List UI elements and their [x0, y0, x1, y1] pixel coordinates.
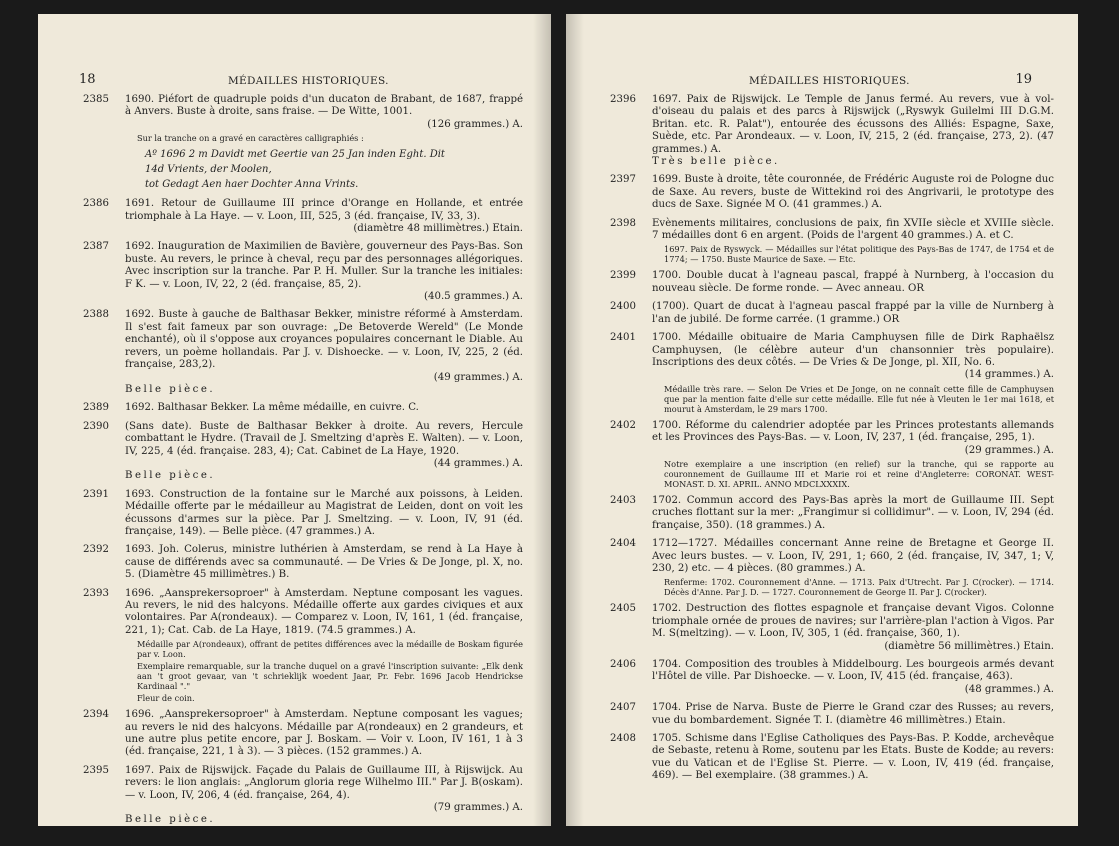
catalog-entry: [610, 733, 1054, 783]
entry-weight: (40.5 grammes.) A.: [424, 291, 523, 303]
entry-weight: (diamètre 48 millimètres.) Etain.: [353, 223, 523, 235]
entry-text: 1692. Balthasar Bekker. La même médaille, en cuivre. C.: [125, 402, 419, 414]
page-number: 18: [79, 72, 96, 87]
entry-text: 1692. Buste à gauche de Balthasar Bekker, ministre réformé à Amsterdam. Il s'est fait fameux par son ouvrage: „De Betoverde Wereld" (Le Monde enchanté), où il s'oppose aux croyances populaires concernant le Diable. Au revers, un poème hollandais. Par J. v. Dishoecke. — v. Loon, IV, 225, 2 (éd. française, 283,2).: [125, 309, 523, 371]
lot-number: 2403: [610, 494, 636, 506]
entry-weight: (44 grammes.) A.: [433, 457, 523, 469]
catalog-entry: [83, 489, 523, 539]
right-page: [566, 14, 1078, 826]
catalog-entry: [610, 332, 1054, 414]
entry-weight: (diamètre 56 millimètres.) Etain.: [884, 640, 1054, 652]
running-header: MÉDAILLES HISTORIQUES.: [228, 75, 389, 87]
lot-number: 2401: [610, 332, 636, 344]
entry-note: Renferme: 1702. Couronnement d'Anne. — 1713. Paix d'Utrecht. Par J. C(rocker). — 1714. Décès d'Anne. Par J. D. — 1727. Couronnement de George II. Par J. C(rocker).: [664, 577, 1054, 598]
catalog-entries: [83, 94, 523, 826]
catalog-entry: [83, 765, 523, 826]
entry-text: 1696. „Aansprekersoproer" à Amsterdam. Neptune composant les vagues. Au revers, le nid des halcyons. Médaille offerte aux gardes civiques et aux volontaires. Par A(rondeaux). — Comparez v. Loon, IV, 161, 1 (éd. française, 221, 1); Cat. Cab. de La Haye, 1819. (74.5 grammes.) A.: [125, 587, 523, 636]
lot-number: 2405: [610, 603, 636, 615]
entry-weight: (14 grammes.) A.: [964, 369, 1054, 381]
catalog-entry: [610, 659, 1054, 696]
catalog-entry: [83, 588, 523, 704]
entry-note: Notre exemplaire a une inscription (en relief) sur la tranche, qui se rapporte au couronnement de Guillaume III et Marie roi et reine d'Angleterre: CORONAT. WEST-MONAST. D. XI. APRIL. ANNO MDCLXXXIX.: [664, 458, 1054, 489]
catalog-entry: [83, 198, 523, 235]
inscription-line: 14d Vrients, der Moolen,: [145, 164, 272, 176]
entry-weight: (79 grammes.) A.: [433, 802, 523, 814]
entry-text: 1699. Buste à droite, tête couronnée, de Frédéric Auguste roi de Pologne duc de Saxe. Au revers, buste de Wittekind roi des Angrivarii, le prototype des ducs de Saxe. Signée M O. (41 grammes.) A.: [652, 174, 1054, 211]
lot-number: 2406: [610, 659, 636, 670]
catalog-entries: [610, 94, 1054, 789]
entry-remark: Très belle pièce.: [652, 156, 780, 168]
entry-note: Fleur de coin.: [137, 693, 195, 704]
entry-text: 1690. Piéfort de quadruple poids d'un ducaton de Brabant, de 1687, frappé à Anvers. Buste à droite, sans fraise. — De Witte, 1001.: [125, 94, 523, 118]
gutter-shadow: [566, 14, 584, 826]
lot-number: 2399: [610, 270, 636, 282]
catalog-entry: [610, 94, 1054, 168]
catalog-entry: [83, 94, 523, 192]
catalog-entry: [83, 709, 523, 759]
catalog-entry: [83, 421, 523, 483]
entry-text: Evènements militaires, conclusions de paix, fin XVIIe siècle et XVIIIe siècle. 7 médailles dont 6 en argent. (Poids de l'argent 40 grammes.) A. et C.: [652, 217, 1054, 242]
entry-weight: (126 grammes.) A.: [427, 118, 523, 130]
entry-text: 1712—1727. Médailles concernant Anne reine de Bretagne et George II. Avec leurs bustes. — v. Loon, IV, 291, 1; 660, 2 (éd. française, IV, 347, 1; V, 230, 2) etc. — 4 pièces. (80 grammes.) A.: [652, 538, 1054, 574]
catalog-entry: [610, 603, 1054, 653]
lot-number: 2393: [83, 587, 109, 599]
catalog-entry: [83, 309, 523, 396]
catalog-entry: [610, 174, 1054, 211]
lot-number: 2385: [83, 94, 109, 105]
catalog-entry: [610, 301, 1054, 326]
lot-number: 2402: [610, 419, 636, 431]
catalog-entry: [610, 420, 1054, 489]
entry-note: Médaille très rare. — Selon De Vries et De Jonge, on ne connaît cette fille de Camphuysen que par la mention faite d'elle sur cette médaille. Elle fut née à Vleuten le 1er mai 1618, et mourut à Amsterdam, le 29 mars 1700.: [664, 383, 1054, 414]
entry-text: (Sans date). Buste de Balthasar Bekker à droite. Au revers, Hercule combattant le Hydre. (Travail de J. Smeltzing d'après E. Walten). — v. Loon, IV, 225, 4 (éd. française. 283, 4); Cat. Cabinet de La Haye, 1920.: [125, 420, 523, 457]
entry-weight: (49 grammes.) A.: [433, 371, 523, 383]
entry-text: 1697. Paix de Rijswijck. Façade du Palais de Guillaume III, à Rijswijck. Au revers: le lion anglais: „Anglorum gloria rege Wilhelmo III." Par J. B(oskam). — v. Loon, IV, 206, 4 (éd. française, 264, 4).: [125, 764, 523, 801]
left-page: [38, 14, 551, 826]
page-number: 19: [1015, 72, 1032, 87]
entry-note: Médaille par A(rondeaux), offrant de petites différences avec la médaille de Boskam figurée par v. Loon.: [137, 639, 523, 660]
entry-text: 1692. Inauguration de Maximilien de Bavière, gouverneur des Pays-Bas. Son buste. Au revers, le prince à cheval, reçu par des personnages allégoriques. Avec inscription sur la tranche. Par P. H. Muller. Sur la tranche les initiales: F K. — v. Loon, IV, 22, 2 (éd. française, 85, 2).: [125, 241, 523, 290]
lot-number: 2408: [610, 733, 636, 745]
lot-number: 2391: [83, 488, 109, 500]
entry-weight: (29 grammes.) A.: [964, 444, 1054, 456]
entry-text: 1700. Réforme du calendrier adoptée par les Princes protestants allemands et les Provinces des Pays-Bas. — v. Loon, IV, 237, 1 (éd. française, 295, 1).: [652, 419, 1054, 444]
lot-number: 2398: [610, 217, 636, 229]
lot-number: 2387: [83, 241, 109, 253]
catalog-entry: [83, 402, 523, 414]
lot-number: 2386: [83, 198, 109, 210]
entry-text: 1691. Retour de Guillaume III prince d'Orange en Hollande, et entrée triomphale à La Haye. — v. Loon, III, 525, 3 (éd. française, IV, 33, 3).: [125, 198, 523, 222]
entry-text: 1700. Médaille obituaire de Maria Camphuysen fille de Dirk Raphaëlsz Camphuysen, (le célèbre auteur d'un chansonnier très populaire). Inscriptions des deux côtés. — De Vries & De Jonge, pl. XII, No. 6.: [652, 332, 1054, 368]
catalog-entry: [610, 702, 1054, 727]
lot-number: 2397: [610, 174, 636, 186]
inscription-line: Aº 1696 2 m Davidt met Geertie van 25 Jan inden Eght. Dit: [145, 149, 445, 161]
entry-remark: Belle pièce.: [125, 383, 216, 395]
entry-text: 1693. Construction de la fontaine sur le Marché aux poissons, à Leiden. Médaille offerte par le médailleur au Magistrat de Leiden, dont on voit les écussons d'armes sur la pièce. Par J. Smeltzing. — v. Loon, IV, 91 (éd. française, 149). — Belle pièce. (47 grammes.) A.: [125, 488, 523, 537]
catalog-entry: [83, 241, 523, 303]
entry-note: 1697. Paix de Ryswyck. — Médailles sur l'état politique des Pays-Bas de 1747, de 1754 et de 1774; — 1750. Buste Maurice de Saxe. — Etc.: [664, 244, 1054, 265]
lot-number: 2400: [610, 301, 636, 313]
calligraphic-inscription: [145, 147, 523, 192]
catalog-entry: [610, 495, 1054, 532]
entry-remark: Belle pièce.: [125, 814, 216, 826]
running-header: MÉDAILLES HISTORIQUES.: [749, 75, 910, 87]
entry-note: Sur la tranche on a gravé en caractères calligraphiés :: [137, 133, 364, 144]
catalog-entry: [610, 538, 1054, 597]
lot-number: 2396: [610, 94, 636, 105]
lot-number: 2389: [83, 402, 109, 414]
entry-remark: Belle pièce.: [125, 470, 216, 482]
entry-text: 1702. Destruction des flottes espagnole et française devant Vigos. Colonne triomphale ornée de proues de navires; sur l'arrière-plan l'action à Vigos. Par M. S(meltzing). — v. Loon, IV, 305, 1 (éd. française, 360, 1).: [652, 603, 1054, 640]
entry-note: Exemplaire remarquable, sur la tranche duquel on a gravé l'inscription suivante: „Elk denk aan 't groot gevaar, van 't schrieklijk woedent Jaar, Pr. Febr. 1696 Jacob Hendrickse Kardinaal ".": [137, 661, 523, 692]
entry-text: (1700). Quart de ducat à l'agneau pascal frappé par la ville de Nurnberg à l'an de jubilé. De forme carrée. (1 gramme.) OR: [652, 301, 1054, 325]
lot-number: 2395: [83, 764, 109, 776]
catalog-entry: [83, 544, 523, 581]
inscription-line: tot Gedagt Aen haer Dochter Anna Vrints.: [145, 179, 359, 191]
entry-text: 1700. Double ducat à l'agneau pascal, frappé à Nurnberg, à l'occasion du nouveau siècle. De forme ronde. — Avec anneau. OR: [652, 270, 1054, 294]
catalog-entry: [610, 270, 1054, 295]
entry-text: 1693. Joh. Colerus, ministre luthérien à Amsterdam, se rend à La Haye à cause de différends avec sa communauté. — De Vries & De Jonge, pl. X, no. 5. (Diamètre 45 millimètres.) B.: [125, 544, 523, 581]
lot-number: 2392: [83, 544, 109, 556]
lot-number: 2394: [83, 709, 109, 721]
catalog-entry: [610, 218, 1054, 265]
entry-text: 1696. „Aansprekersoproer" à Amsterdam. Neptune composant les vagues; au revers le nid des halcyons. Médaille par A(rondeaux) en 2 grandeurs, et une autre plus petite encore, par J. Boskam. — Voir v. Loon, IV 161, 1 à 3 (éd. française, 221, 1 à 3). — 3 pièces. (152 grammes.) A.: [125, 709, 523, 758]
entry-text: 1704. Prise de Narva. Buste de Pierre le Grand czar des Russes; au revers, vue du bombardement. Signée T. I. (diamètre 46 millimètres.) Etain.: [652, 702, 1054, 726]
entry-text: 1705. Schisme dans l'Eglise Catholiques des Pays-Bas. P. Kodde, archevêque de Sebaste, retenu à Rome, soutenu par les Etats. Buste de Kodde; au revers: vue du Vatican et de l'Eglise St. Pierre. — v. Loon, IV, 419 (éd. française, 469). — Bel exemplaire. (38 grammes.) A.: [652, 733, 1054, 782]
gutter-shadow: [533, 14, 551, 826]
lot-number: 2390: [83, 420, 109, 432]
entry-weight: (48 grammes.) A.: [964, 683, 1054, 695]
lot-number: 2404: [610, 538, 636, 550]
lot-number: 2388: [83, 309, 109, 321]
entry-text: 1697. Paix de Rijswijck. Le Temple de Janus fermé. Au revers, vue à vol-d'oiseau du palais et des parcs à Rijswijck („Ryswyk Guilelmi III D.G.M. Britan. etc. R. Palat"), entourée des écussons des Alliés: Espagne, Saxe, Suède, etc. Par Arondeaux. — v. Loon, IV, 215, 2 (éd. française, 273, 2). (47 grammes.) A.: [652, 94, 1054, 155]
entry-text: 1704. Composition des troubles à Middelbourg. Les bourgeois armés devant l'Hôtel de ville. Par Dishoecke. — v. Loon, IV, 415 (éd. française, 463).: [652, 659, 1054, 683]
lot-number: 2407: [610, 702, 636, 714]
entry-text: 1702. Commun accord des Pays-Bas après la mort de Guillaume III. Sept cruches flottant sur la mer: „Frangimur si collidimur". — v. Loon, IV, 294 (éd. française, 350). (18 grammes.) A.: [652, 494, 1054, 531]
